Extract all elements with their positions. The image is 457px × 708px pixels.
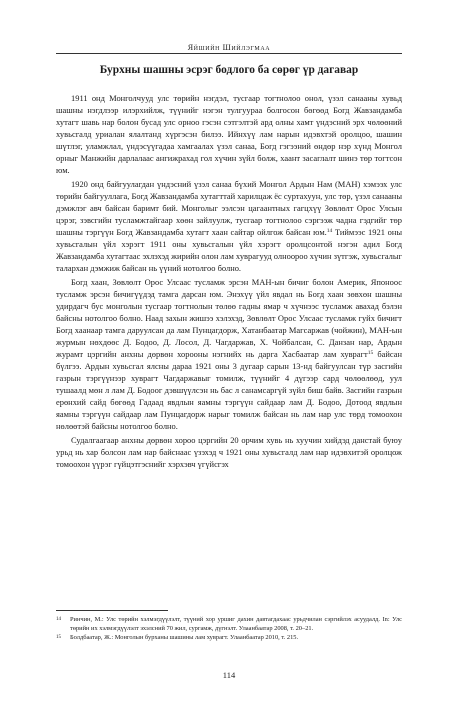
footnote-number: 14 — [56, 617, 61, 622]
footnote-text: Болдбаатар, Ж.: Монголын бурханы шашины лам хуврагт. Улаанбаатар 2010, т. 215. — [70, 634, 299, 641]
footnote-rule — [56, 610, 168, 611]
body-paragraph — [56, 92, 402, 176]
footnote-marker: 15 — [367, 350, 374, 356]
running-head: Яйшийн Шийлэгмаа — [187, 43, 271, 52]
footnote — [56, 616, 402, 633]
body-paragraph — [56, 434, 402, 470]
footnote-text: Ринчин, М.: Улс төрийн хэлмэгдүүлэлт, түүний хор уршиг дахин давтагдахаас урьдчилан сэргийлэх асуудалд. In: Улс төрийн их хэлмэгдүүлэлт эхэлсний 70 жил, сургамж, дүгнэлт. Улаанбаатар 2008, т. 20–21. — [70, 616, 402, 632]
paragraph-text: 1911 онд Монголчууд улс төрийн нэгдэл, тусгаар тогтнолоо онол, үзэл санааны хувьд шашны нэгдлээр илэрхийлж, түүнийг нэгэн тулгуураа болгосон бөгөөд Богд Жавзандамба хутагт шавь нар болон бусад улс орноо гэсэн сэтгэлтэй ард олны хамт үндэсний эрх чөлөөний хувьсгалд уриалан ялалтанд хүргэсэн билээ. Ийнхүү лам нарын идэвхтэй оролцоо, шашин шүтлэг, уламжлал, үндэсүүгадаа хамгаалах үзэл санаа, Богд гэгээний өндөр нэр хүнд Монгол орныг Манжийн дарлалаас ангижрахад гол хүчин зүйл болж, хаант засаглалт шинэ төр тогтсон юм. — [56, 93, 402, 175]
footnote — [56, 634, 402, 643]
paragraph-text: Судалгаагаар анхны дөрвөн хороо цэргийн 20 орчим хувь нь хуучин хийдэд данстай буюу урьд нь хар болсон лам нар байснаас үзэхэд ч 1921 оны хувьсгалд лам нар идэвхитэй оролцож томоохон үүрэг гүйцэтгэснийг хэрхэвч үгүйсгэх — [56, 435, 402, 469]
body-text — [56, 92, 402, 470]
footnotes — [56, 616, 402, 644]
body-paragraph — [56, 276, 402, 432]
paragraph-text: Тиймээс 1921 оны хувьсгалын үйл хэрэгт 1911 оны хувьсгалын үйл хэрэгт оролцсонтой нэгэн адил Богд Жавзандамба хутагтаас эхлэхэд жирийн олон лам хуврагууд олноороо хүчин зүтгэж, хувьсгалыг талархан дэмжиж байсан нь үүний нотолгоо болно. — [56, 227, 402, 273]
header-rule — [56, 53, 402, 54]
paragraph-text: 1920 онд байгуулагдан үндэсний үзэл санаа бүхий Монгол Ардын Нам (МАН) хэмээх улс төрийн байгууллага, Богд Жавзандамба хутагттай харилцаж ёс суртахуун, улс төр, үзэл санааны дэмжлэг авч байсан баримт бий. Монголыг ээлсэн цагаантных гагцхүү Зөвлөлт Орос Улсын цэрэг, зэвсгийн тусламжтайгаар хөөн зайлуулж, тусгаар тогтнолоо сэргээж чадна гэдгийг төр шашны тэргүүн Богд Жавзандамба хутагт хаан сайтар ойлгож байсан юм. — [56, 179, 402, 237]
page-number: 114 — [222, 670, 236, 680]
footnote-number: 15 — [56, 635, 61, 640]
section-title: Бурхны шашны эсрэг бодлого ба сөрөг үр дагавар — [99, 64, 359, 76]
footnote-marker: 14 — [326, 228, 333, 234]
body-paragraph — [56, 178, 402, 274]
paragraph-text: байсан бүлгээ. Ардын хувьсгал ялсны дараа 1921 оны 3 дугаар сарын 13-нд байгуулсан түр засгийн газрын тэргүүнээр хуврагт Чагдаржавыг томилж, түүнийг 4 дүгээр сард чөлөөлөөд, уул тушаалд мөн л лам Д. Бодоог дэвшүүлсэн нь бас л санамсаргүй зүйл биш байв. Засгийн газрын ерөнхий сайд бөгөөд Гадаад явдлын яамны тэргүүн сайдаар лам Д. Бодоо, Дотоод явдлын яамны тэргүүн сайдаар лам Пунцагдорж нарыг томилж байсан нь лам нар улс төрд томоохон нөлөөтэй байсны нотолгоо болно. — [56, 349, 402, 431]
paragraph-text: Богд хаан, Зөвлөлт Орос Улсаас тусламж эрсэн МАН-ын бичиг болон Америк, Японоос тусламж эрсэн бичигүүдэд тамга дарсан юм. Энэхүү үйл явдал нь Богд хаан зөвхөн шашны удирдагч бус монголын тусгаар тогтнолын төлөө гадны ямар ч хүчнээс тусламж авахад бэлэн байсны нотолгоо болно. Наад захын жишээ хэлэхэд, Зөвлөлт Орос Улсаас тусламж гуйх бичигт Богд хаанаар тамга даруулсан да лам Пунцагдорж, Хатанбаатар Магсаржав (чойжин), МАН-ын журмын нөхдөөс Д. Бодоо, Д. Лосол, Д. Чагдаржав, Х. Чойбалсан, С. Данзан нар, Ардын журамт цэргийн анхны дөрвөн хорооны нэгнийх нь дарга Хасбаатар лам хуврагт — [56, 277, 402, 359]
